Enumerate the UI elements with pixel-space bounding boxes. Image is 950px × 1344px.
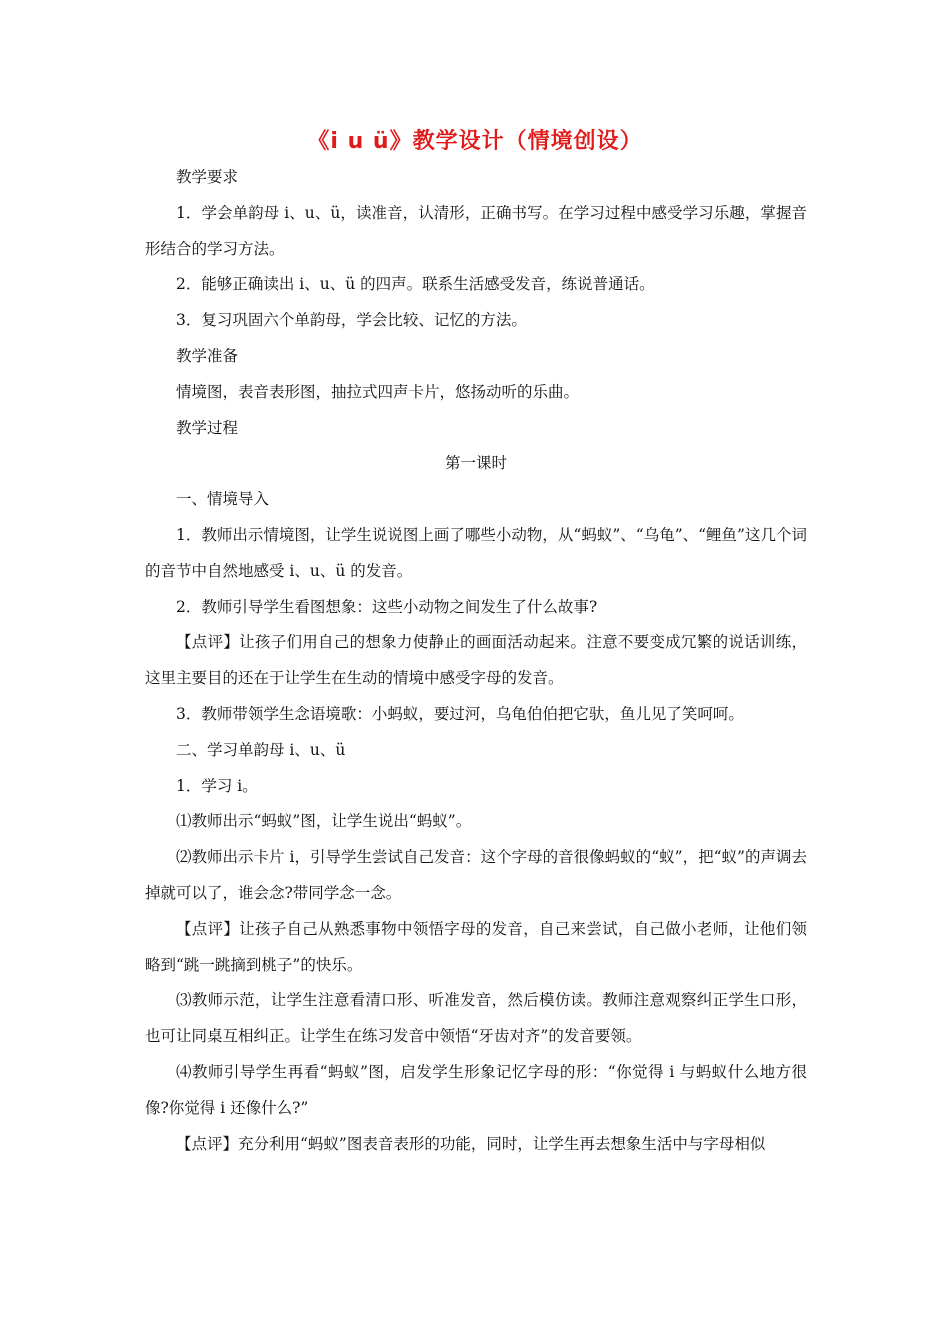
paragraph: ⑶教师示范，让学生注意看清口形、听准发音，然后模仿读。教师注意观察纠正学生口形，也可让同桌互相纠正。让学生在练习发音中领悟“牙齿对齐”的发音要领。 xyxy=(145,991,807,1046)
document-title: 《i u ü》教学设计（情境创设） xyxy=(307,129,643,154)
paragraph: 2．教师引导学生看图想象：这些小动物之间发生了什么故事? xyxy=(176,597,598,616)
paragraph: 1．学习 i。 xyxy=(176,776,258,795)
paragraph: 3．教师带领学生念语境歌：小蚂蚁，要过河，乌龟伯伯把它驮，鱼儿见了笑呵呵。 xyxy=(176,704,744,723)
section-heading: 教学准备 xyxy=(176,346,239,365)
paragraph: 情境图，表音表形图，抽拉式四声卡片，悠扬动听的乐曲。 xyxy=(176,382,580,401)
paragraph: ⑴教师出示“蚂蚁”图，让学生说出“蚂蚁”。 xyxy=(176,812,472,831)
comment-paragraph: 【点评】让孩子们用自己的想象力使静止的画面活动起来。注意不要变成冗繁的说话训练，这里主要目的还在于让学生在生动的情境中感受字母的发音。 xyxy=(145,633,807,688)
section-heading: 二、学习单韵母 i、u、ü xyxy=(176,740,346,759)
section-heading: 一、情境导入 xyxy=(176,490,270,509)
paragraph: 2．能够正确读出 i、u、ü 的四声。联系生活感受发音，练说普通话。 xyxy=(176,275,655,294)
paragraph: ⑷教师引导学生再看“蚂蚁”图，启发学生形象记忆字母的形：“你觉得 i 与蚂蚁什么地方很像?你觉得 i 还像什么?” xyxy=(145,1062,807,1117)
document-body xyxy=(145,160,807,1162)
paragraph: 3．复习巩固六个单韵母，学会比较、记忆的方法。 xyxy=(176,311,527,330)
paragraph: ⑵教师出示卡片 i，引导学生尝试自己发音：这个字母的音很像蚂蚁的“蚁”，把“蚁”的声调去掉就可以了，谁会念?带同学念一念。 xyxy=(145,848,807,902)
comment-paragraph: 【点评】让孩子自己从熟悉事物中领悟字母的发音，自己来尝试，自己做小老师，让他们领略到“跳一跳摘到桃子”的快乐。 xyxy=(145,919,807,974)
comment-paragraph: 【点评】充分利用“蚂蚁”图表音表形的功能，同时，让学生再去想象生活中与字母相似 xyxy=(176,1134,766,1153)
section-heading: 教学要求 xyxy=(176,168,239,186)
paragraph: 1．学会单韵母 i、u、ü，读准音，认清形，正确书写。在学习过程中感受学习乐趣，掌握音形结合的学习方法。 xyxy=(145,203,807,258)
lesson-heading: 第一课时 xyxy=(444,454,507,473)
section-heading: 教学过程 xyxy=(176,418,239,437)
paragraph: 1．教师出示情境图，让学生说说图上画了哪些小动物，从“蚂蚁”、“乌龟”、“鲤鱼”这几个词的音节中自然地感受 i、u、ü 的发音。 xyxy=(145,525,807,580)
